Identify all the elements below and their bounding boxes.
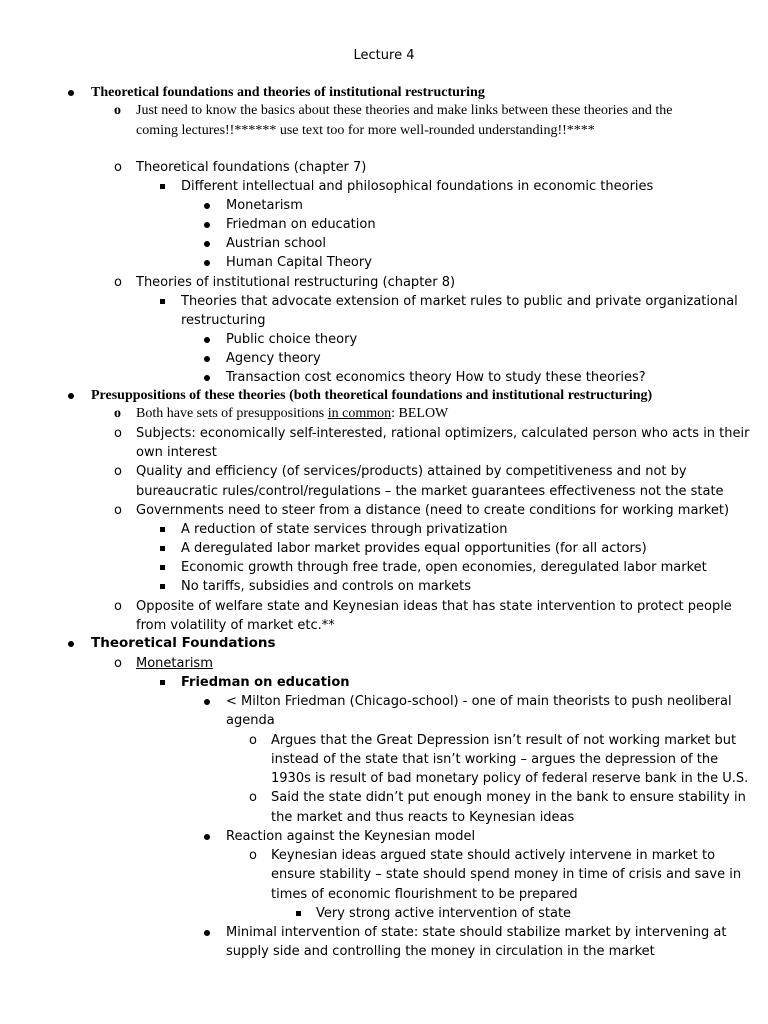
text-line [136, 404, 448, 423]
text-line: restructuring [181, 313, 266, 328]
list-item: Economic growth through free trade, open economies, deregulated labor market [181, 560, 707, 575]
bullet-dot [204, 260, 210, 266]
bullet-dot [204, 930, 210, 936]
bullet-square [160, 584, 165, 589]
bullet-circle: o [114, 599, 122, 614]
bullet-circle: o [114, 656, 122, 671]
text-line: times of economic flourishment to be prepared [271, 887, 578, 902]
bullet-dot [68, 393, 74, 399]
page-title: Lecture 4 [353, 48, 415, 63]
bullet-circle: o [249, 733, 257, 748]
bullet-dot [204, 356, 210, 362]
subheading-underlined: Monetarism [136, 656, 213, 671]
bullet-dot [204, 375, 210, 381]
bullet-circle: o [114, 426, 122, 441]
bullet-circle: o [249, 848, 257, 863]
text-line: Just need to know the basics about these theories and make links between these theories and the [136, 103, 673, 118]
list-item: < Milton Friedman (Chicago-school) - one of main theorists to push neoliberal [226, 694, 732, 709]
bullet-square [160, 565, 165, 570]
bullet-circle: o [114, 464, 122, 479]
bullet-circle: o [249, 790, 257, 805]
text-line: ensure stability – state should spend money in time of crisis and save in [271, 867, 742, 882]
underlined-text: in common [327, 406, 392, 421]
bullet-circle: o [114, 103, 121, 118]
list-item: A reduction of state services through privatization [181, 522, 508, 537]
bullet-dot [68, 641, 74, 647]
bullet-dot [204, 337, 210, 343]
bullet-circle: o [114, 275, 122, 290]
bullet-dot [68, 90, 74, 96]
text-line: agenda [226, 713, 275, 728]
list-item: Minimal intervention of state: state should stabilize market by intervening at [226, 925, 727, 940]
bullet-dot [204, 203, 210, 209]
text-line: Theoretical foundations (chapter 7) [136, 160, 367, 175]
list-item: Austrian school [226, 236, 326, 251]
bullet-square [160, 527, 165, 532]
bullet-circle: o [114, 503, 122, 518]
text-line: Different intellectual and philosophical foundations in economic theories [181, 179, 654, 194]
section-heading: Theoretical Foundations [91, 635, 276, 651]
bullet-dot [204, 834, 210, 840]
text-line: from volatility of market etc.** [136, 618, 335, 633]
text-line: own interest [136, 445, 217, 460]
bullet-circle: o [114, 160, 122, 175]
bullet-square [296, 911, 301, 916]
bullet-dot [204, 222, 210, 228]
text-run: : BELOW [391, 406, 449, 421]
text-line: Said the state didn’t put enough money in the bank to ensure stability in [271, 790, 746, 805]
text-line: Theories that advocate extension of market rules to public and private organizational [181, 294, 738, 309]
list-item: A deregulated labor market provides equal opportunities (for all actors) [181, 541, 647, 556]
text-line: instead of the state that isn’t working – argues the depression of the [271, 752, 719, 767]
subheading-bold: Friedman on education [181, 675, 350, 690]
list-item: Public choice theory [226, 332, 358, 347]
text-line: Quality and efficiency (of services/products) attained by competitiveness and not by [136, 464, 687, 479]
list-item: Friedman on education [226, 217, 376, 232]
bullet-square [160, 546, 165, 551]
text-run: Both have sets of presuppositions [136, 406, 328, 421]
text-line: supply side and controlling the money in circulation in the market [226, 944, 655, 959]
text-line: the market and thus reacts to Keynesian ideas [271, 810, 575, 825]
bullet-dot [204, 241, 210, 247]
text-line: Subjects: economically self-interested, rational optimizers, calculated person who acts in their [136, 426, 750, 441]
list-item: Monetarism [226, 198, 303, 213]
section-heading: Presuppositions of these theories (both theoretical foundations and institutional restructuring) [91, 388, 653, 403]
text-line: 1930s is result of bad monetary policy of federal reserve bank in the U.S. [271, 771, 749, 786]
text-line: Governments need to steer from a distance (need to create conditions for working market) [136, 503, 730, 518]
text-line: Theories of institutional restructuring (chapter 8) [136, 275, 456, 290]
list-item: No tariffs, subsidies and controls on markets [181, 579, 472, 594]
list-item: Transaction cost economics theory How to study these theories? [226, 370, 646, 385]
text-line: bureaucratic rules/control/regulations – the market guarantees effectiveness not the state [136, 484, 724, 499]
list-item: Agency theory [226, 351, 321, 366]
text-line: Keynesian ideas argued state should actively intervene in market to [271, 848, 716, 863]
text-line: Opposite of welfare state and Keynesian ideas that has state intervention to protect people [136, 599, 732, 614]
section-heading: Theoretical foundations and theories of institutional restructuring [91, 85, 485, 100]
bullet-circle: o [114, 406, 121, 421]
list-item: Human Capital Theory [226, 255, 372, 270]
text-line: coming lectures!!****** use text too for more well-rounded understanding!!**** [136, 123, 595, 138]
text-line: Argues that the Great Depression isn’t result of not working market but [271, 733, 737, 748]
bullet-square [160, 680, 165, 685]
list-item: Very strong active intervention of state [316, 906, 572, 921]
bullet-dot [204, 699, 210, 705]
list-item: Reaction against the Keynesian model [226, 829, 476, 844]
bullet-square [160, 184, 165, 189]
bullet-square [160, 299, 165, 304]
